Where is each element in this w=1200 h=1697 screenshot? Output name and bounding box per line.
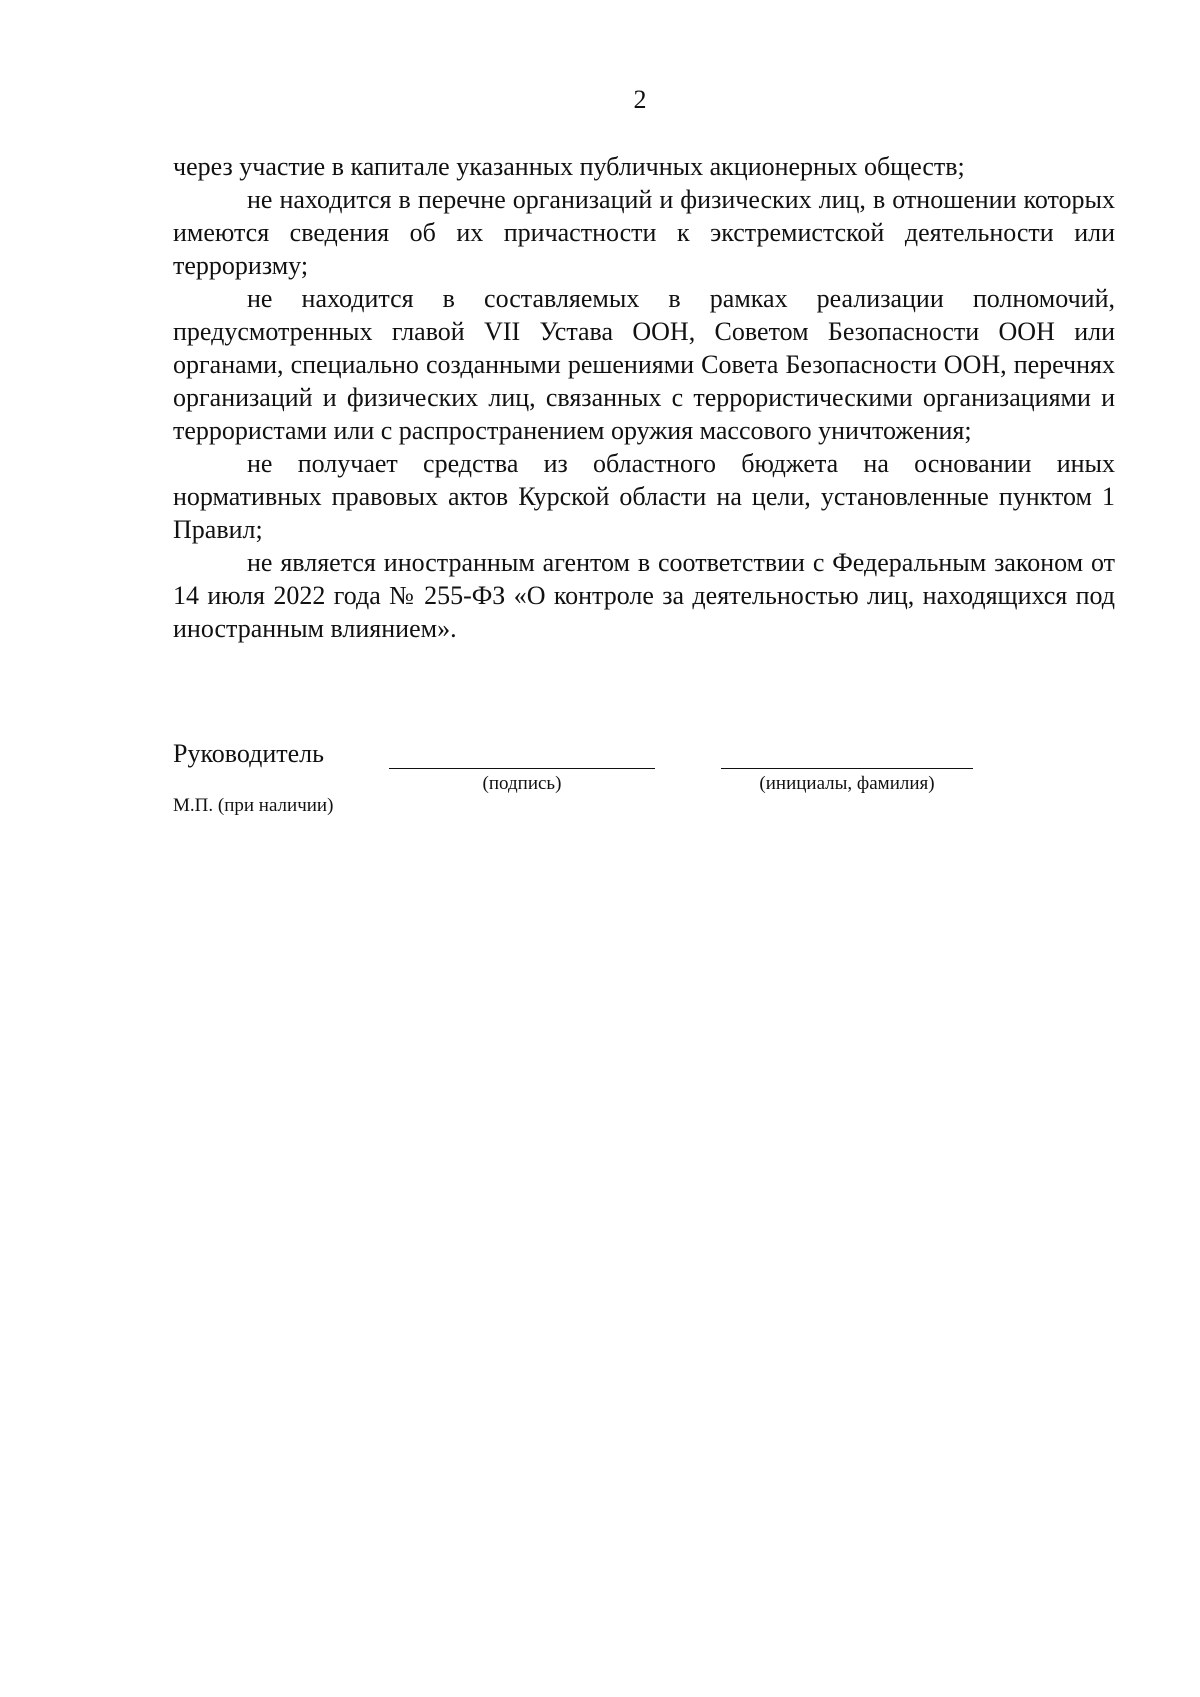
- name-line: [721, 768, 973, 769]
- signatory-role: Руководитель: [173, 739, 324, 768]
- signature-caption: (подпись): [482, 773, 562, 794]
- paragraph-3: не находится в составляемых в рамках реализации полномочий, предусмотренных главой VII Устава ООН, Советом Безопасности ООН или органами, специально созданными решениями Совета Безопасности ООН, перечнях организаций и физических лиц, связанных с террористическими организациями и террористами или с распространением оружия массового уничтожения;: [173, 284, 1115, 445]
- body-text: [173, 150, 1115, 645]
- signature-block: [173, 738, 1115, 858]
- paragraph-4: не получает средства из областного бюджета на основании иных нормативных правовых актов Курской области на цели, установленные пунктом 1 Правил;: [173, 449, 1115, 544]
- stamp-note: М.П. (при наличии): [173, 795, 334, 816]
- paragraph-1: через участие в капитале указанных публичных акционерных обществ;: [173, 152, 965, 181]
- paragraph-2: не находится в перечне организаций и физических лиц, в отношении которых имеются сведения об их причастности к экстремистской деятельности или терроризму;: [173, 185, 1115, 280]
- name-caption: (инициалы, фамилия): [759, 773, 935, 794]
- page-number: 2: [633, 85, 647, 114]
- signature-line: [389, 768, 655, 769]
- paragraph-5: не является иностранным агентом в соответствии с Федеральным законом от 14 июля 2022 года № 255-ФЗ «О контроле за деятельностью лиц, находящихся под иностранным влиянием».: [173, 548, 1115, 643]
